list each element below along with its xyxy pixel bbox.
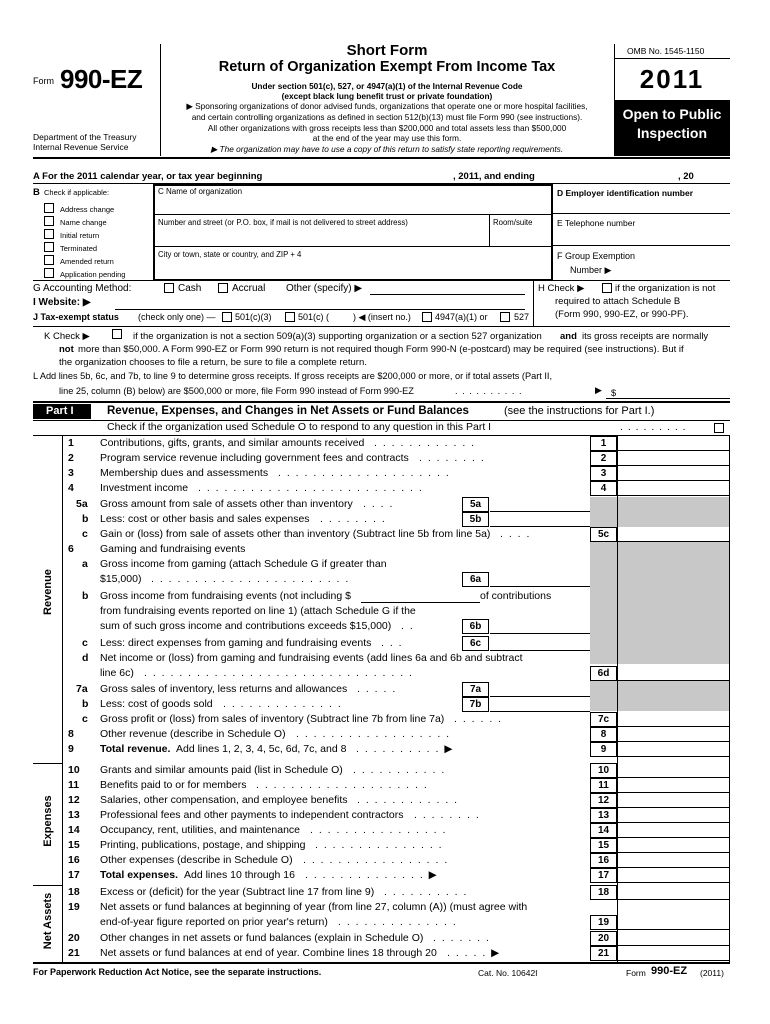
part-i-title-tail: (see the instructions for Part I.) <box>504 405 655 417</box>
line-k-text-2: more than $50,000. A Form 990-EZ or Form 990 return is not required though Form 990-N (e-postcard) may be required (see instructions). But if <box>78 344 684 355</box>
line-number: 19 <box>68 901 80 913</box>
accrual-checkbox[interactable] <box>218 283 228 293</box>
line-number: c <box>82 713 88 725</box>
line-number: 15 <box>68 839 80 851</box>
line-description: end-of-year figure reported on prior year's return) <box>100 916 328 928</box>
line-box-10: 10 <box>590 763 617 778</box>
mid-line-box-6a: 6a <box>462 572 489 587</box>
amount-field-17[interactable] <box>618 868 729 883</box>
leader-dots: . . . . . . . . <box>320 513 387 525</box>
line-l-dots: . . . . . . . . . . <box>455 386 523 396</box>
line-number: 10 <box>68 764 80 776</box>
leader-dots: . . . . . . . . <box>419 452 486 464</box>
line-description-cont: of contributions <box>480 590 552 602</box>
amount-field-18[interactable] <box>618 885 729 900</box>
leader-dots: . . . . <box>500 528 531 540</box>
line-k-not: not <box>59 344 74 355</box>
line-l-text-1: L Add lines 5b, 6c, and 7b, to line 9 to determine gross receipts. If gross receipts are $200,000 or more, or if total assets (Part II, <box>33 371 553 381</box>
line-box-4: 4 <box>590 481 617 496</box>
line-description: from fundraising events reported on line 1) (attach Schedule G if the <box>100 605 416 617</box>
amount-field-6d[interactable] <box>618 666 729 681</box>
line-number: b <box>82 513 89 525</box>
leader-dots: . . . . . <box>357 683 397 695</box>
line-a-label: A For the 2011 calendar year, or tax year beginning <box>33 171 263 182</box>
footer-form-label: Form <box>626 968 646 978</box>
line-k-text-3: the organization chooses to file a return, be sure to file a complete return. <box>59 357 367 368</box>
line-description: Occupancy, rent, utilities, and maintenance <box>100 824 300 836</box>
line-number: 11 <box>68 779 80 791</box>
paperwork-notice: For Paperwork Reduction Act Notice, see the separate instructions. <box>33 967 322 977</box>
open-label-1: Open to Public <box>622 106 722 122</box>
line-description: Excess or (deficit) for the year (Subtract line 17 from line 9) <box>100 886 375 898</box>
application-pending-checkbox[interactable] <box>44 268 54 278</box>
amount-field-3[interactable] <box>618 466 729 481</box>
schedule-b-text-1: if the organization is not <box>615 283 716 294</box>
amount-field-10[interactable] <box>618 763 729 778</box>
line-description: Salaries, other compensation, and employee benefits <box>100 794 348 806</box>
line-number: 4 <box>68 482 74 494</box>
line-description: Program service revenue including government fees and contracts <box>100 452 409 464</box>
leader-dots: . . . . . ▶ <box>447 947 501 959</box>
amount-field-2[interactable] <box>618 451 729 466</box>
other-method-field[interactable] <box>370 294 525 295</box>
line-description: Less: cost or other basis and sales expenses <box>100 513 310 525</box>
subtitle-7: ▶ The organization may have to use a copy of this return to satisfy state reporting requirements. <box>210 144 564 154</box>
line-box-20: 20 <box>590 931 617 946</box>
amount-field-5c[interactable] <box>618 527 729 542</box>
501c-checkbox[interactable] <box>285 312 295 322</box>
expenses-section <box>36 763 62 885</box>
subtitle-1: Under section 501(c), 527, or 4947(a)(1) of the Internal Revenue Code <box>251 81 523 91</box>
line-box-9: 9 <box>590 742 617 757</box>
line-description: Gross profit or (loss) from sales of inventory (Subtract line 7b from line 7a) <box>100 713 445 725</box>
form-label: Form <box>33 76 54 86</box>
amount-field-7a[interactable] <box>490 682 590 697</box>
mid-line-box-5b: 5b <box>462 512 489 527</box>
tax-year: 2011 <box>639 64 705 94</box>
line-box-11: 11 <box>590 778 617 793</box>
501c3-label: 501(c)(3) <box>235 312 272 322</box>
leader-dots: . . . . . . <box>454 713 503 725</box>
mid-line-box-7b: 7b <box>462 697 489 712</box>
line-box-7c: 7c <box>590 712 617 727</box>
application-pending-label: Application pending <box>60 270 126 279</box>
amount-field-6a[interactable] <box>490 572 590 587</box>
amount-field-8[interactable] <box>618 727 729 742</box>
line-b-label: Check if applicable: <box>44 188 110 197</box>
amount-field-9[interactable] <box>618 742 729 757</box>
line-description: Gross income from gaming (attach Schedule G if greater than <box>100 558 387 570</box>
leader-dots: . . . . . . . . <box>414 809 481 821</box>
4947-checkbox[interactable] <box>422 312 432 322</box>
line-box-3: 3 <box>590 466 617 481</box>
line-description: Total revenue. <box>100 743 171 755</box>
omb-number: OMB No. 1545-1150 <box>627 46 705 56</box>
group-exemption-label: F Group Exemption <box>557 251 636 261</box>
line-description: Grants and similar amounts paid (list in Schedule O) <box>100 764 343 776</box>
amount-field-6b[interactable] <box>490 619 590 634</box>
schedule-o-check-dots: . . . . . . . . . <box>620 421 687 433</box>
line-number: 5a <box>76 498 88 510</box>
leader-dots: . . . . . . . . . . . . . . ▶ <box>305 869 439 881</box>
title-short-form: Short Form <box>346 42 428 59</box>
line-number: 21 <box>68 947 80 959</box>
line-k-label: K Check ▶ <box>44 331 90 342</box>
leader-dots: . . . . . . . . . . . <box>353 764 446 776</box>
line-description: Contributions, gifts, grants, and similar amounts received <box>100 437 365 449</box>
line-number: 3 <box>68 467 74 479</box>
line-box-2: 2 <box>590 451 617 466</box>
line-number: b <box>82 698 89 710</box>
insert-number-label: ) ◀ (insert no.) <box>353 312 411 322</box>
line-description: Less: cost of goods sold <box>100 698 213 710</box>
schedule-b-checkbox[interactable] <box>602 283 612 293</box>
amended-return-checkbox[interactable] <box>44 255 54 265</box>
terminated-checkbox[interactable] <box>44 242 54 252</box>
line-a-end: , 20 <box>678 171 694 182</box>
527-checkbox[interactable] <box>500 312 510 322</box>
department-label: Department of the Treasury <box>33 132 137 142</box>
leader-dots: . . . . . . . . . . . . . . . . . . . . . . . <box>151 573 350 585</box>
line-k-and: and <box>560 331 577 342</box>
leader-dots: . . . . . . . . . . . . . . . . . . . . . . . . . . . . . . . <box>144 667 414 679</box>
line-number: a <box>82 558 88 570</box>
amount-field-1[interactable] <box>618 436 729 451</box>
leader-dots: . . . . . . . . . . . . . . <box>338 916 458 928</box>
footer-form-year: (2011) <box>700 968 724 978</box>
revenue-section <box>36 436 62 763</box>
form-number: 990-EZ <box>60 64 143 94</box>
leader-dots: . . . . . . . . . . . . . . . . <box>310 824 447 836</box>
line-number: 20 <box>68 932 80 944</box>
subtitle-2: (except black lung benefit trust or private foundation) <box>281 91 493 101</box>
line-number: 6 <box>68 543 74 555</box>
line-box-18: 18 <box>590 885 617 900</box>
name-of-organization-label: C Name of organization <box>158 187 243 196</box>
line-number: d <box>82 652 89 664</box>
amount-field-11[interactable] <box>618 778 729 793</box>
line-description: sum of such gross income and contributions exceeds $15,000) <box>100 620 392 632</box>
line-k-text-1: if the organization is not a section 509(a)(3) supporting organization or a section 527 organization <box>133 331 542 342</box>
amount-field-4[interactable] <box>618 481 729 496</box>
line-description: Less: direct expenses from gaming and fundraising events <box>100 637 372 649</box>
leader-dots: . . . . . . . . . . . . . . . . . . . . <box>278 467 451 479</box>
line-number: 1 <box>68 437 74 449</box>
line-description: Gross sales of inventory, less returns and allowances <box>100 683 348 695</box>
line-number: 2 <box>68 452 74 464</box>
line-b-letter: B <box>33 187 40 198</box>
line-box-19: 19 <box>590 915 617 930</box>
line-description: Net assets or fund balances at beginning of year (from line 27, column (A)) (must agree with <box>100 901 528 913</box>
line-number: 18 <box>68 886 80 898</box>
line-k-checkbox[interactable] <box>112 329 122 339</box>
organization-name-field[interactable] <box>155 197 551 213</box>
gross-receipts-field[interactable] <box>606 398 730 399</box>
line-number: c <box>82 528 88 540</box>
contributions-amount-field[interactable] <box>361 602 480 603</box>
line-description: Total expenses. <box>100 869 179 881</box>
ein-label: D Employer identification number <box>557 188 694 198</box>
schedule-b-text-3: (Form 990, 990-EZ, or 990-PF). <box>555 309 689 320</box>
line-number: 7a <box>76 683 88 695</box>
leader-dots: . . . . . . . . . . . . . . . <box>315 839 444 851</box>
line-number: 12 <box>68 794 80 806</box>
street-label: Number and street (or P.O. box, if mail is not delivered to street address) <box>158 218 408 227</box>
line-box-14: 14 <box>590 823 617 838</box>
amount-field-21[interactable] <box>618 946 729 961</box>
initial-return-checkbox[interactable] <box>44 229 54 239</box>
line-description-cont: Add lines 1, 2, 3, 4, 5c, 6d, 7c, and 8 <box>176 743 347 755</box>
line-number: c <box>82 637 88 649</box>
line-description: Other revenue (describe in Schedule O) <box>100 728 286 740</box>
mid-line-box-6c: 6c <box>462 636 489 651</box>
leader-dots: . . . <box>381 637 404 649</box>
amount-field-16[interactable] <box>618 853 729 868</box>
accounting-method-label: G Accounting Method: <box>33 283 132 294</box>
line-box-5c: 5c <box>590 527 617 542</box>
group-exemption-number-label: Number ▶ <box>570 265 612 275</box>
line-box-13: 13 <box>590 808 617 823</box>
line-k-text-1b: its gross receipts are normally <box>582 331 709 342</box>
mid-line-box-6b: 6b <box>462 619 489 634</box>
line-description: Net assets or fund balances at end of year. Combine lines 18 through 20 <box>100 947 437 959</box>
part-i-label: Part I <box>46 405 74 417</box>
subtitle-3: ▶ Sponsoring organizations of donor advised funds, organizations that operate one or more hospital facilities, <box>186 101 588 111</box>
line-box-12: 12 <box>590 793 617 808</box>
line-description: Gain or (loss) from sale of assets other than inventory (Subtract line 5b from line 5a) <box>100 528 491 540</box>
501c-label: 501(c) ( <box>298 312 330 322</box>
line-description: line 6c) <box>100 667 134 679</box>
cash-checkbox[interactable] <box>164 283 174 293</box>
schedule-o-checkbox[interactable] <box>714 423 724 433</box>
city-label: City or town, state or country, and ZIP + 4 <box>158 250 302 259</box>
leader-dots: . . . . . . . . . . . . . . . . . . . . <box>256 779 429 791</box>
line-description: Professional fees and other payments to independent contractors <box>100 809 404 821</box>
initial-return-label: Initial return <box>60 231 100 240</box>
leader-dots: . . . . . . . . . . . . . . . . . <box>303 854 449 866</box>
leader-dots: . . . . . . . . . . ▶ <box>356 743 454 755</box>
line-description: Gross income from fundraising events (not including $ <box>100 590 351 602</box>
amount-field-7c[interactable] <box>618 712 729 727</box>
line-number: 16 <box>68 854 80 866</box>
line-box-6d: 6d <box>590 666 617 681</box>
net-assets-section <box>36 885 62 963</box>
cash-label: Cash <box>178 283 202 294</box>
line-number: b <box>82 590 89 602</box>
line-number: 8 <box>68 728 74 740</box>
line-number: 14 <box>68 824 80 836</box>
line-a-mid: , 2011, and ending <box>453 171 535 182</box>
room-suite-label: Room/suite <box>493 218 533 227</box>
part-i-title: Revenue, Expenses, and Changes in Net Assets or Fund Balances <box>107 405 469 417</box>
subtitle-6: at the end of the year may use this form. <box>312 133 462 143</box>
line-description: $15,000) <box>100 573 142 585</box>
telephone-label: E Telephone number <box>557 218 636 228</box>
line-description: Gross amount from sale of assets other than inventory <box>100 498 353 510</box>
other-method-label: Other (specify) ▶ <box>286 283 363 294</box>
net-assets-side-label: Net Assets <box>42 892 54 950</box>
tax-exempt-status-label: J Tax-exempt status <box>33 312 119 322</box>
subtitle-5: All other organizations with gross receipts less than $200,000 and total assets less than $500,000 <box>207 123 567 133</box>
527-label: 527 <box>514 312 530 322</box>
amount-field-6c[interactable] <box>490 636 590 651</box>
amount-field-14[interactable] <box>618 823 729 838</box>
line-box-21: 21 <box>590 946 617 961</box>
amount-field-19[interactable] <box>618 915 729 930</box>
501c3-checkbox[interactable] <box>222 312 232 322</box>
leader-dots: . . . . <box>363 498 394 510</box>
expenses-side-label: Expenses <box>42 795 54 847</box>
amount-field-15[interactable] <box>618 838 729 853</box>
website-field[interactable] <box>115 309 525 310</box>
tax-exempt-status-hint: (check only one) — <box>138 312 216 322</box>
amount-field-5b[interactable] <box>490 512 590 527</box>
line-description: Other changes in net assets or fund balances (explain in Schedule O) <box>100 932 424 944</box>
catalog-number: Cat. No. 10642I <box>478 968 538 978</box>
mid-line-box-7a: 7a <box>462 682 489 697</box>
open-label-2: Inspection <box>636 125 707 141</box>
leader-dots: . . . . . . . . . . . . . . <box>223 698 343 710</box>
line-l-dollar: $ <box>611 388 617 398</box>
leader-dots: . . <box>401 620 415 632</box>
schedule-b-check-label: H Check ▶ <box>538 283 585 294</box>
schedule-o-check-label: Check if the organization used Schedule O to respond to any question in this Part I <box>107 421 492 433</box>
leader-dots: . . . . . . . . . . . . . . . . . . <box>296 728 451 740</box>
address-change-label: Address change <box>60 205 115 214</box>
website-label: I Website: ▶ <box>33 297 91 308</box>
line-description-cont: Add lines 10 through 16 <box>184 869 295 881</box>
line-description: Printing, publications, postage, and shipping <box>100 839 306 851</box>
line-description: Other expenses (describe in Schedule O) <box>100 854 293 866</box>
irs-label: Internal Revenue Service <box>33 142 129 152</box>
amount-field-12[interactable] <box>618 793 729 808</box>
line-box-17: 17 <box>590 868 617 883</box>
line-l-arrow: ▶ <box>595 385 603 395</box>
leader-dots: . . . . . . . . . . <box>384 886 468 898</box>
line-l-text-2: line 25, column (B) below) are $500,000 or more, file Form 990 instead of Form 990-EZ <box>59 386 414 396</box>
leader-dots: . . . . . . . . . . . . . . . . . . . . . . . . . . <box>198 482 424 494</box>
line-description: Net income or (loss) from gaming and fundraising events (add lines 6a and 6b and subtract <box>100 652 523 664</box>
terminated-label: Terminated <box>60 244 98 253</box>
amount-field-13[interactable] <box>618 808 729 823</box>
footer-form-number: 990-EZ <box>651 965 688 977</box>
line-description: Membership dues and assessments <box>100 467 269 479</box>
line-box-16: 16 <box>590 853 617 868</box>
line-box-15: 15 <box>590 838 617 853</box>
line-description: Benefits paid to or for members <box>100 779 247 791</box>
line-box-1: 1 <box>590 436 617 451</box>
line-description: Investment income <box>100 482 189 494</box>
line-number: 13 <box>68 809 80 821</box>
amended-return-label: Amended return <box>60 257 114 266</box>
name-change-label: Name change <box>60 218 107 227</box>
schedule-b-text-2: required to attach Schedule B <box>555 296 681 307</box>
amount-field-20[interactable] <box>618 931 729 946</box>
line-number: 17 <box>68 869 80 881</box>
subtitle-4: and certain controlling organizations as defined in section 512(b)(13) must file Form 990 (see instructions). <box>191 112 583 122</box>
line-number: 9 <box>68 743 74 755</box>
amount-field-7b[interactable] <box>490 697 590 712</box>
accrual-label: Accrual <box>232 283 266 294</box>
title-main: Return of Organization Exempt From Income Tax <box>218 59 556 75</box>
leader-dots: . . . . . . . . . . . . <box>374 437 476 449</box>
name-change-checkbox[interactable] <box>44 216 54 226</box>
mid-line-box-5a: 5a <box>462 497 489 512</box>
4947-label: 4947(a)(1) or <box>435 312 488 322</box>
leader-dots: . . . . . . . <box>433 932 491 944</box>
line-box-8: 8 <box>590 727 617 742</box>
revenue-side-label: Revenue <box>42 569 54 615</box>
line-description: Gaming and fundraising events <box>100 543 246 555</box>
address-change-checkbox[interactable] <box>44 203 54 213</box>
leader-dots: . . . . . . . . . . . . <box>357 794 459 806</box>
amount-field-5a[interactable] <box>490 497 590 512</box>
